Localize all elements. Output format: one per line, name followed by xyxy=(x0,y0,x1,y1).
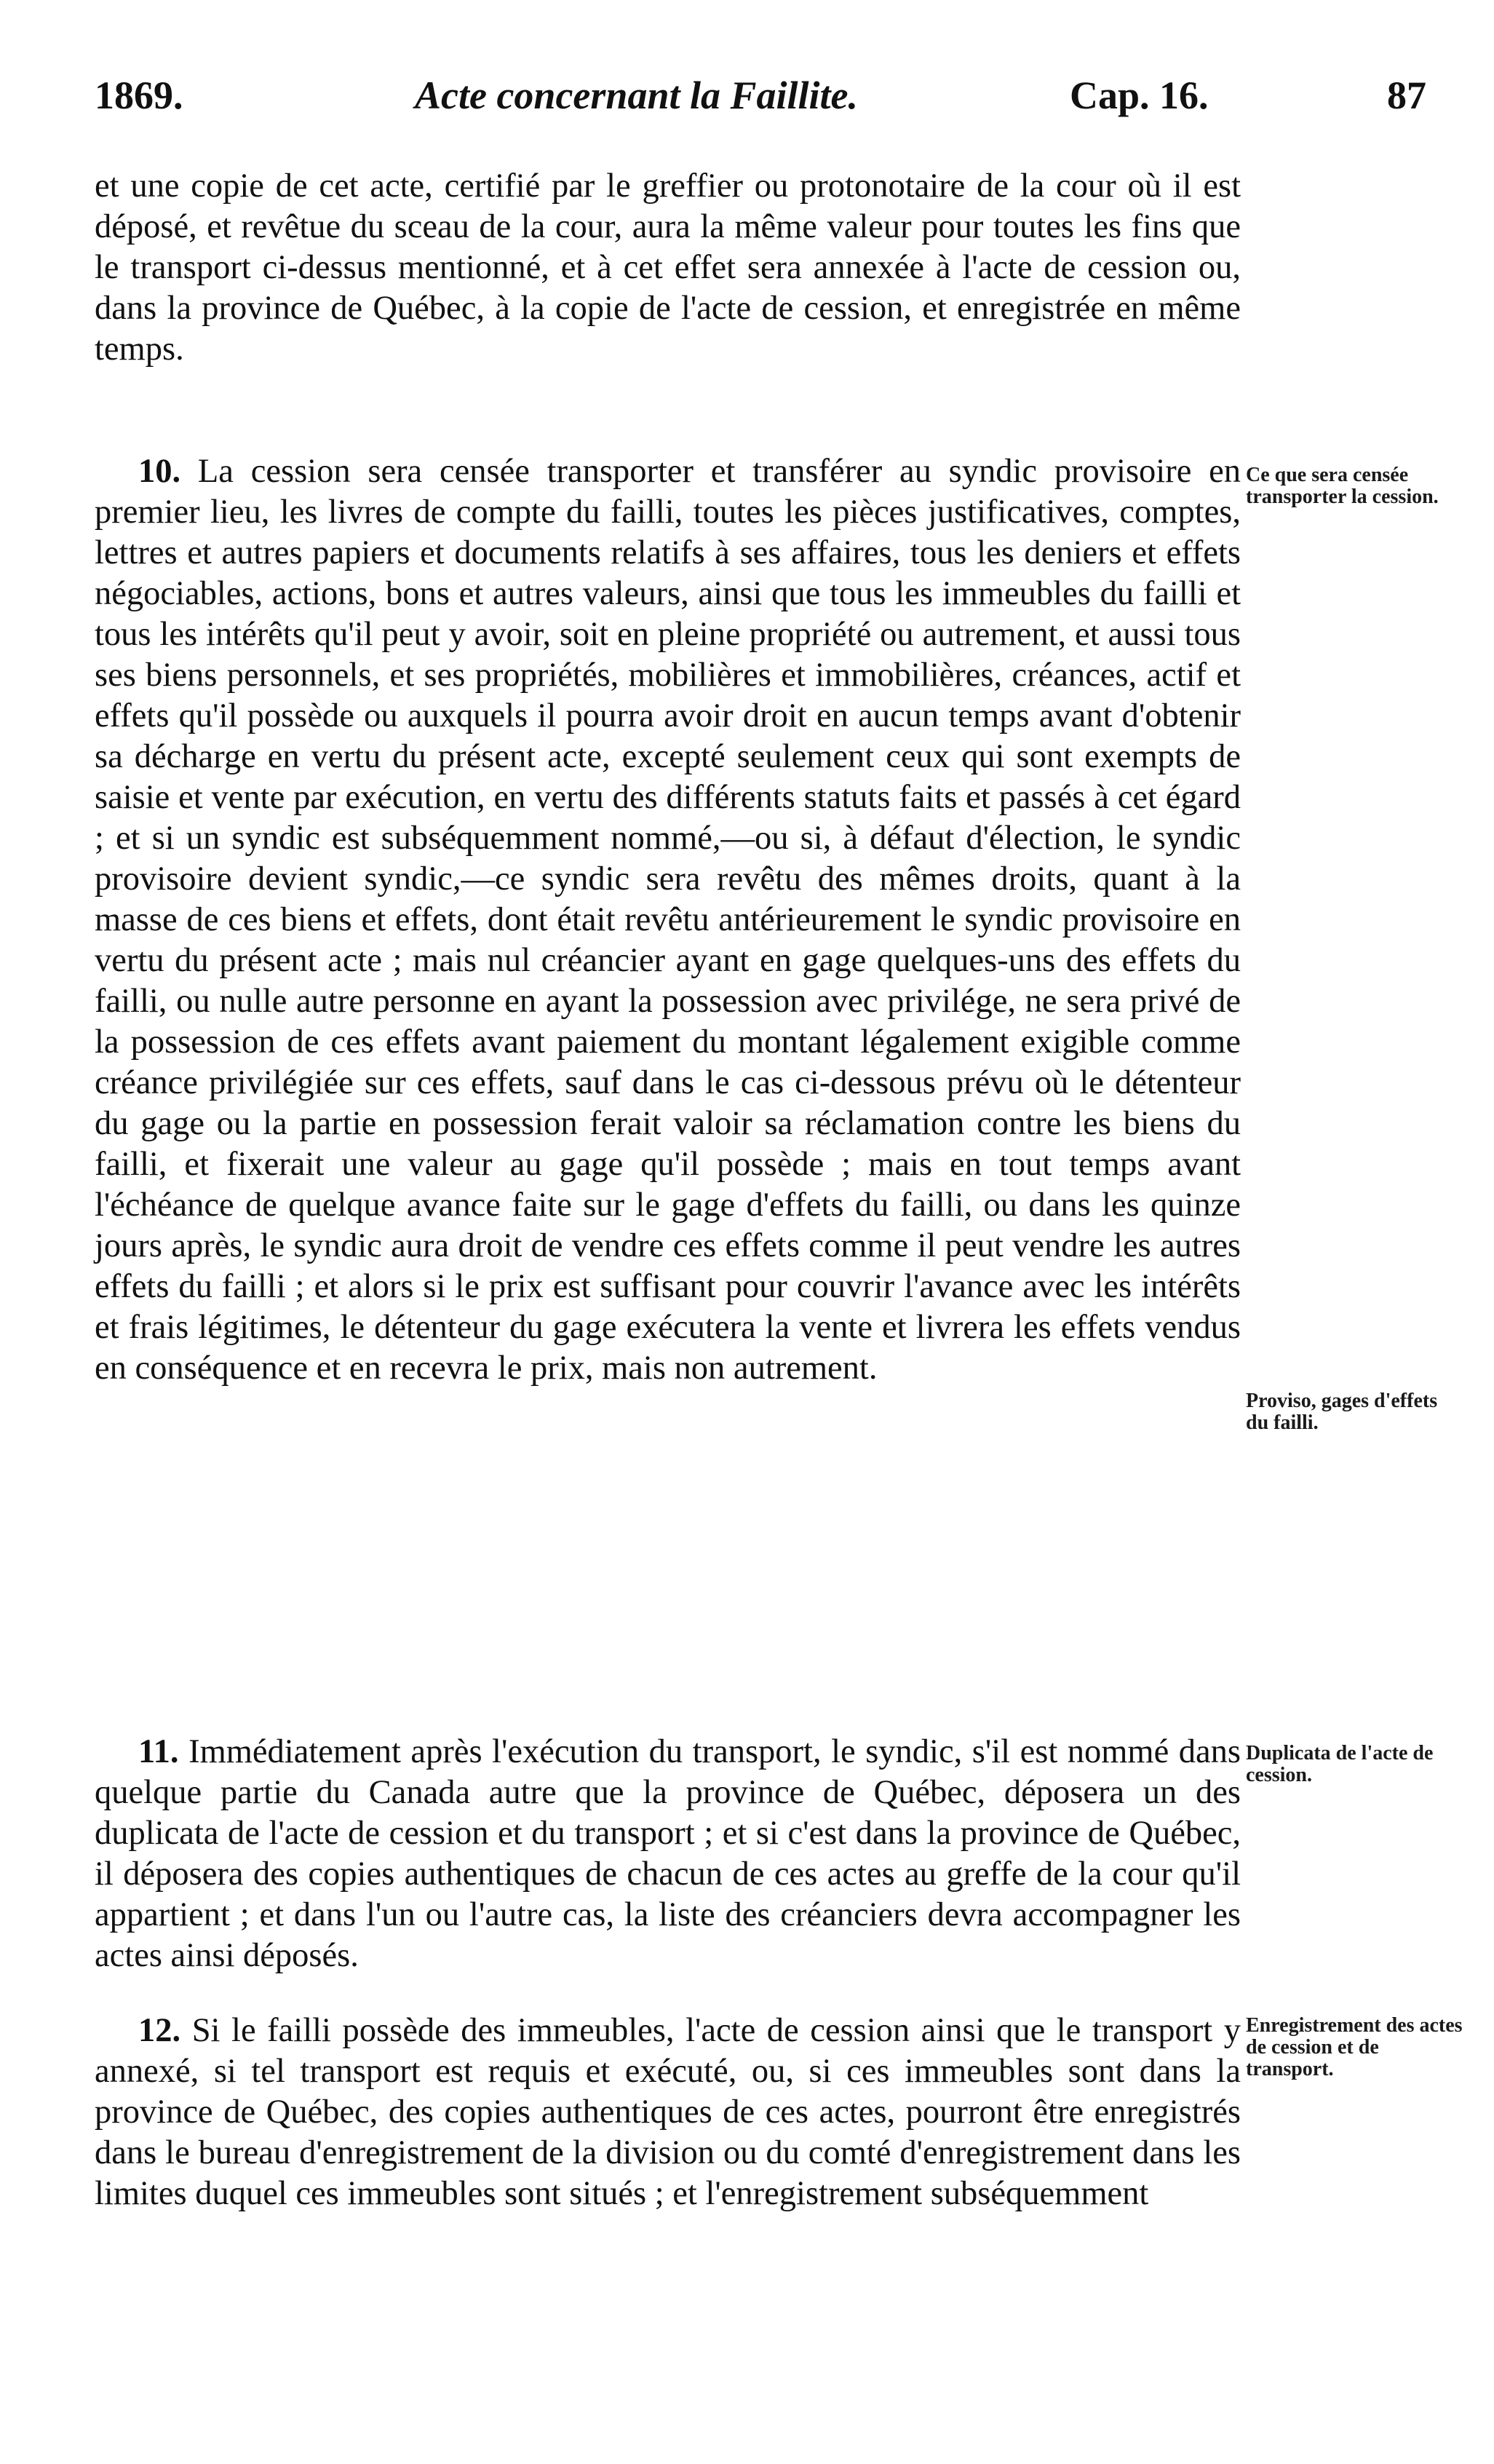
section-11 xyxy=(95,1732,1241,1976)
page-number: 87 xyxy=(1387,74,1426,117)
section-paragraph xyxy=(95,1732,1241,1976)
section-number: 11. xyxy=(138,1733,179,1770)
section-text: Si le failli possède des immeubles, l'acte de cession ainsi que le transport y annexé, si tel transport est requis et exécuté, ou, si ces immeubles sont dans la province de Québec, des copies authentiques de ces actes, pourront être enregistrés dans le bureau d'enregistrement de la division ou du comté d'enregistrement dans les limites duquel ces immeubles sont situés ; et l'enregistrement subséquemment xyxy=(95,2012,1241,2212)
section-10 xyxy=(95,451,1241,1389)
marginal-note-cession: Ce que sera censée transporter la cession. xyxy=(1246,464,1439,508)
section-paragraph xyxy=(95,2011,1241,2214)
header-chapter: Cap. 16. xyxy=(1070,74,1209,117)
opening-paragraph xyxy=(95,166,1241,370)
section-number: 12. xyxy=(138,2012,181,2049)
paragraph-text: et une copie de cet acte, certifié par le greffier ou protonotaire de la cour où il est déposé, et revêtue du sceau de la cour, aura la même valeur pour toutes les fins que le transport ci-dessus mentionné, et à cet effet sera annexée à l'acte de cession ou, dans la province de Québec, à la copie de l'acte de cession, et enregistrée en même temps. xyxy=(95,167,1241,368)
marginal-note-duplicata: Duplicata de l'acte de cession. xyxy=(1246,1742,1434,1786)
section-text: La cession sera censée transporter et transférer au syndic provisoire en premier lieu, les livres de compte du failli, toutes les pièces justificatives, comptes, lettres et autres papiers et documents relatifs à ses affaires, tous les deniers et effets négociables, actions, bons et autres valeurs, ainsi que tous les immeubles du failli et tous les intérêts qu'il peut y avoir, soit en pleine propriété ou autrement, et aussi tous ses biens personnels, et ses propriétés, mobilières et immobilières, créances, actif et effets qu'il possède ou auxquels il pourra avoir droit en aucun temps avant d'obtenir sa décharge en vertu du présent acte, excepté seulement ceux qui sont exempts de saisie et vente par exécution, en vertu des différents statuts faits et passés à cet égard ; et si un syndic est subséquemment nommé,—ou si, à défaut d'élection, le syndic provisoire devient syndic,—ce syndic sera revêtu des mêmes droits, quant à la masse de ces biens et effets, dont était revêtu antérieurement le syndic provisoire en vertu du présent acte ; mais nul créancier ayant en gage quelques-uns des effets du failli, ou nulle autre personne en ayant la possession avec privilége, ne sera privé de la possession de ces effets avant paiement du montant légalement exigible comme créance privilégiée sur ces effets, sauf dans le cas ci-dessous prévu où le détenteur du gage ou la partie en possession ferait valoir sa réclamation contre les biens du failli, et fixerait une valeur au gage qu'il possède ; mais en tout temps avant l'échéance de quelque avance faite sur le gage d'effets du failli, ou dans les quinze jours après, le syndic aura droit de vendre ces effets comme il peut vendre les autres effets du failli ; et alors si le prix est suffisant pour couvrir l'avance avec les intérêts et frais légitimes, le détenteur du gage exécutera la vente et livrera les effets vendus en conséquence et en recevra le prix, mais non autrement. xyxy=(95,453,1241,1387)
running-head xyxy=(95,73,1426,124)
section-paragraph xyxy=(95,451,1241,1389)
section-text: Immédiatement après l'exécution du transport, le syndic, s'il est nommé dans quelque partie du Canada autre que la province de Québec, déposera un des duplicata de l'acte de cession et du transport ; et si c'est dans la province de Québec, il déposera des copies authentiques de chacun de ces actes au greffe de la cour qu'il appartient ; et dans l'un ou l'autre cas, la liste des créanciers devra accompagner les actes ainsi déposés. xyxy=(95,1733,1241,1974)
marginal-note-enregistrement: Enregistrement des actes de cession et de transport. xyxy=(1246,2014,1463,2080)
header-title: Acte concernant la Faillite. xyxy=(415,74,858,117)
header-year: 1869. xyxy=(95,74,183,117)
marginal-note-proviso: Proviso, gages d'effets du failli. xyxy=(1246,1390,1438,1434)
section-12 xyxy=(95,2011,1241,2214)
section-number: 10. xyxy=(138,453,181,490)
